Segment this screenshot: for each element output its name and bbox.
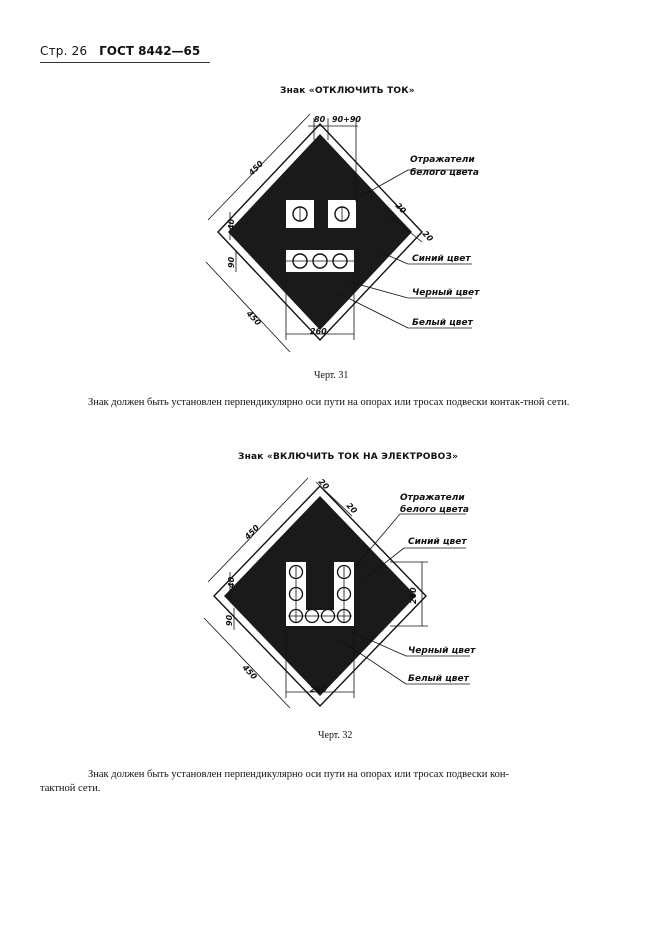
label32-reflectors-2: белого цвета [400, 505, 469, 515]
figure31-drawing [190, 112, 510, 362]
label31-reflectors-1: Отражатели [410, 155, 475, 165]
label31-reflectors-2: белого цвета [410, 168, 479, 178]
dim32-260-horizontal: 260 [310, 685, 327, 694]
paragraph-2-line1: Знак должен быть установлен перпендикулярно оси пути на опорах или тросах подвески кон- [88, 769, 509, 780]
dim32-450-bottom: 450 [240, 663, 259, 682]
dim31-80: 80 [314, 115, 326, 124]
dim31-20-a: 20 [393, 201, 408, 216]
label32-black: Черный цвет [408, 646, 476, 656]
dim31-260: 260 [310, 327, 327, 336]
page-header [40, 44, 200, 58]
page-number: Стр. 26 [40, 44, 88, 58]
paragraph-1: Знак должен быть установлен перпендикулярно оси пути на опорах или тросах подвески контак-тной сети. [88, 397, 570, 408]
dim32-20-a: 20 [316, 477, 331, 492]
dim32-20-b: 20 [344, 501, 359, 516]
dim32-40: 40 [227, 576, 236, 588]
header-rule [40, 62, 210, 63]
label31-blue: Синий цвет [412, 254, 471, 264]
figure31-title: Знак «ОТКЛЮЧИТЬ ТОК» [280, 86, 415, 96]
figure32-drawing [190, 470, 510, 710]
dim31-90: 90 [227, 256, 236, 268]
figure32-caption: Черт. 32 [318, 730, 353, 741]
figure31-caption: Черт. 31 [314, 370, 349, 381]
dim31-9090: 90+90 [332, 115, 361, 124]
figure32-title: Знак «ВКЛЮЧИТЬ ТОК НА ЭЛЕКТРОВОЗ» [238, 452, 459, 462]
dim31-450-top: 450 [246, 159, 266, 178]
dim31-40: 40 [227, 218, 236, 230]
label32-blue: Синий цвет [408, 537, 467, 547]
dim31-450-bottom: 450 [244, 309, 263, 328]
paragraph-2-line2: тактной сети. [40, 783, 101, 794]
label31-black: Черный цвет [412, 288, 480, 298]
label32-reflectors-1: Отражатели [400, 493, 465, 503]
standard-code: ГОСТ 8442—65 [99, 44, 201, 58]
label31-white: Белый цвет [412, 318, 473, 328]
dim32-260-vertical: 260 [409, 587, 418, 604]
dim32-450-top: 450 [242, 523, 262, 542]
dim32-90: 90 [225, 614, 234, 626]
dim31-20-b: 20 [420, 229, 435, 244]
label32-white: Белый цвет [408, 674, 469, 684]
